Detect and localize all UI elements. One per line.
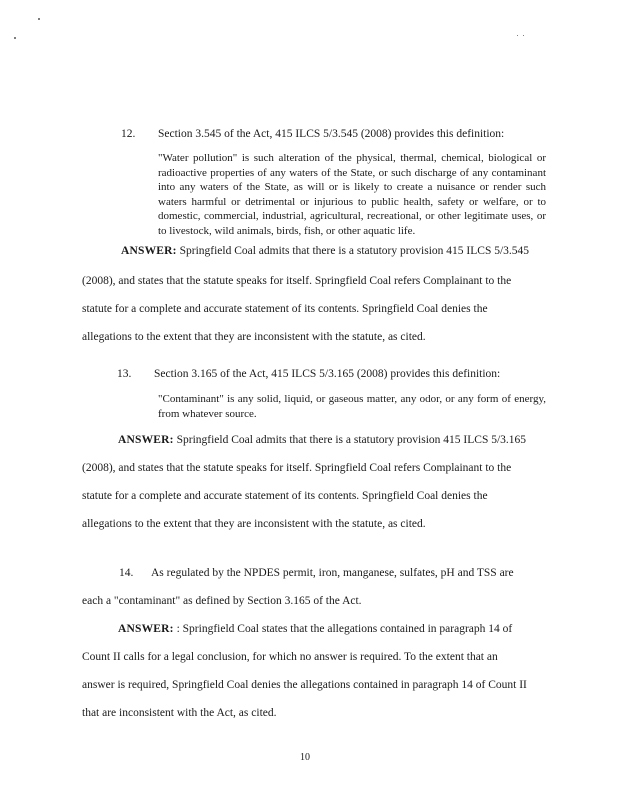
paragraph-14-answer-line-4: that are inconsistent with the Act, as cited. [82, 707, 277, 719]
answer-text: : Springfield Coal states that the allegations contained in paragraph 14 of [176, 623, 513, 635]
paragraph-13-answer-line-4: allegations to the extent that they are inconsistent with the statute, as cited. [82, 518, 426, 530]
paragraph-14-number: 14. [119, 567, 134, 579]
scan-artifact [523, 35, 524, 36]
answer-label: ANSWER: [118, 623, 174, 635]
answer-text: Springfield Coal admits that there is a statutory provision 415 ILCS 5/3.545 [179, 245, 530, 257]
paragraph-13-answer-line-2: (2008), and states that the statute speaks for itself. Springfield Coal refers Complainant to the [82, 462, 512, 474]
paragraph-12-answer-line-2: (2008), and states that the statute speaks for itself. Springfield Coal refers Complainant to the [82, 275, 512, 287]
scan-artifact [38, 18, 40, 20]
answer-text: Springfield Coal admits that there is a statutory provision 415 ILCS 5/3.165 [176, 434, 527, 446]
answer-label: ANSWER: [118, 434, 174, 446]
scan-artifact [14, 37, 16, 39]
paragraph-13-number: 13. [117, 368, 132, 380]
paragraph-14-answer-line-2: Count II calls for a legal conclusion, for which no answer is required. To the extent that an [82, 651, 498, 663]
paragraph-14-intro-cont: each a "contaminant" as defined by Section 3.165 of the Act. [82, 595, 362, 607]
paragraph-14-answer-line-3: answer is required, Springfield Coal denies the allegations contained in paragraph 14 of Count II [82, 679, 527, 691]
paragraph-12-answer-line-3: statute for a complete and accurate statement of its contents. Springfield Coal denies the [82, 303, 488, 315]
paragraph-12-answer-line-1 [121, 245, 529, 257]
answer-label: ANSWER: [121, 245, 177, 257]
paragraph-13-answer-line-1 [118, 434, 526, 446]
scan-artifact [517, 35, 518, 36]
paragraph-14-answer-line-1 [118, 623, 512, 635]
paragraph-13-quote: "Contaminant" is any solid, liquid, or gaseous matter, any odor, or any form of energy, from whatever source. [158, 393, 546, 420]
page-number: 10 [300, 752, 310, 763]
paragraph-12-number: 12. [121, 128, 136, 140]
paragraph-13-answer-line-3: statute for a complete and accurate statement of its contents. Springfield Coal denies the [82, 490, 488, 502]
paragraph-13-intro: Section 3.165 of the Act, 415 ILCS 5/3.165 (2008) provides this definition: [154, 368, 501, 380]
paragraph-12-answer-line-4: allegations to the extent that they are inconsistent with the statute, as cited. [82, 331, 426, 343]
paragraph-12-intro: Section 3.545 of the Act, 415 ILCS 5/3.545 (2008) provides this definition: [158, 128, 505, 140]
paragraph-14-intro: As regulated by the NPDES permit, iron, manganese, sulfates, pH and TSS are [151, 567, 514, 579]
paragraph-12-quote: "Water pollution" is such alteration of the physical, thermal, chemical, biological or radioactive properties of any waters of the State, or such discharge of any contaminant into any waters of the State, as will or is likely to create a nuisance or render such waters harmful or detrimental or injurious to public health, safety or welfare, or to domestic, commercial, industrial, agricultural, recreational, or other legitimate uses, or to livestock, wild animals, birds, fish, or other aquatic life. [158, 152, 546, 237]
